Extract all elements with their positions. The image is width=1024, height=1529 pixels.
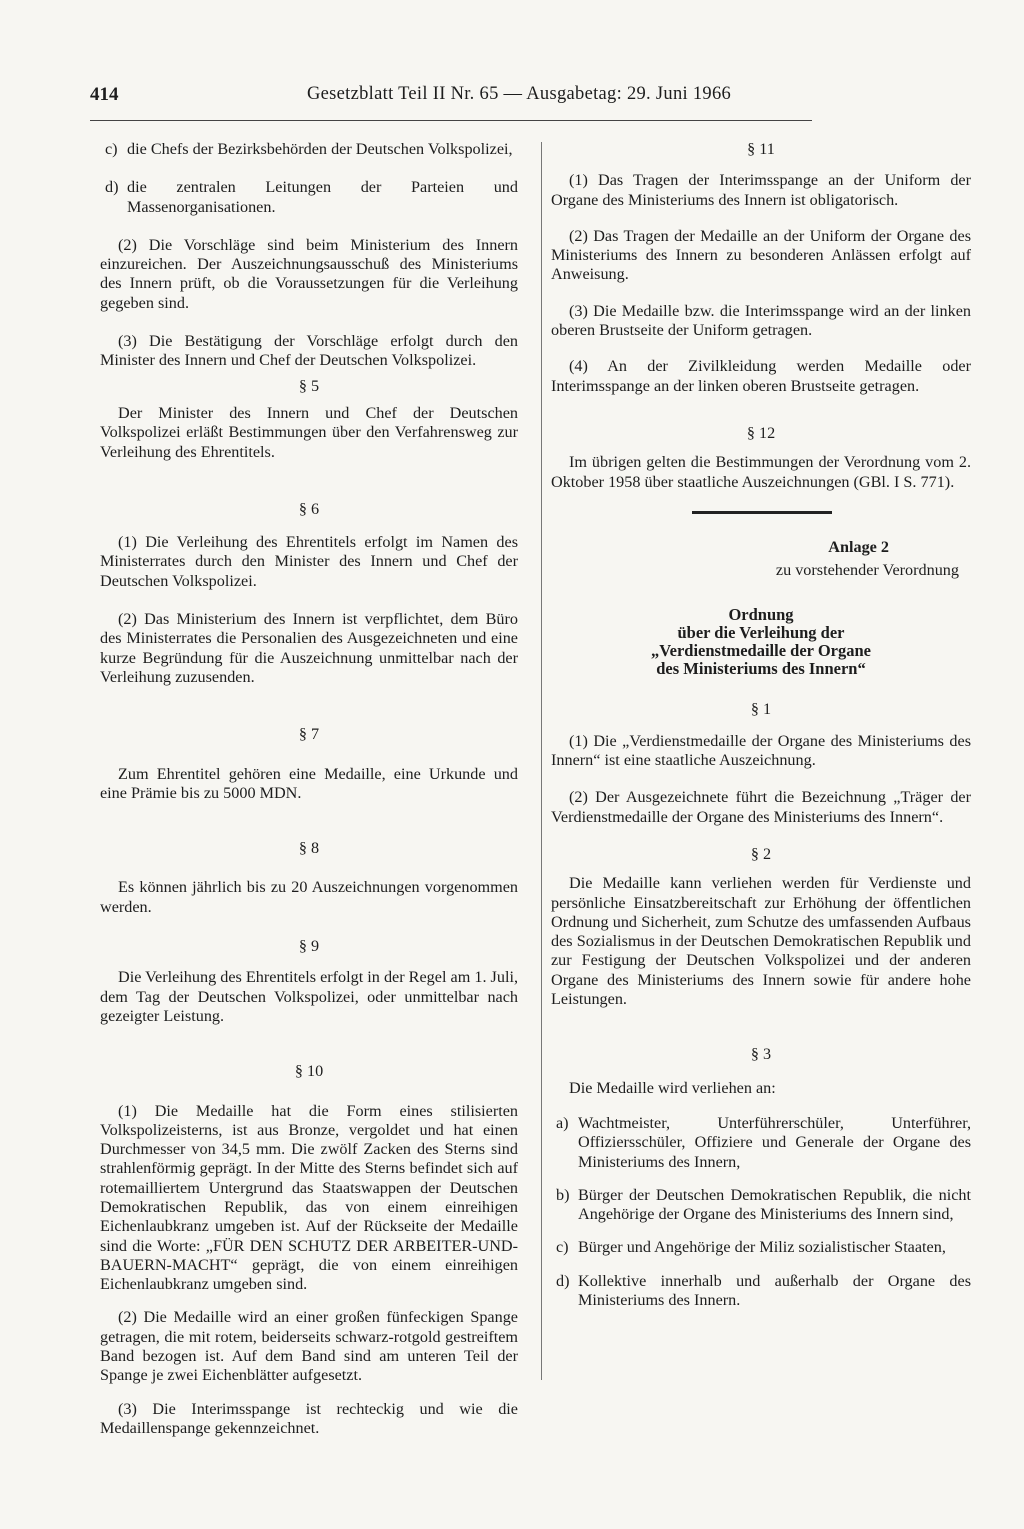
page-header [90,84,810,112]
paragraph: (1) Die Verleihung des Ehrentitels erfolgt im Namen des Ministerrates durch den Minister des Innern und Chef der Deutschen Volkspolizei. [100,533,518,590]
paragraph: (2) Das Tragen der Medaille an der Uniform der Organe des Ministeriums des Innern zu besonderen Anlässen erfolgt auf Anweisung. [551,226,971,284]
list-item-text: die zentralen Leitungen der Parteien und Massenorganisationen. [127,178,518,216]
section-heading: § 10 [294,1062,324,1081]
paragraph: Der Minister des Innern und Chef der Deutschen Volkspolizei erläßt Bestimmungen über den Verfahrensweg zur Verleihung des Ehrentitels. [100,403,518,461]
paragraph: (2) Die Vorschläge sind beim Ministerium des Innern einzureichen. Der Auszeichnungsausschuß des Ministeriums des Innern prüft, ob die Voraussetzungen für die Verleihung gegeben sind. [100,235,518,312]
list-item-text: Wachtmeister, Unterführerschüler, Unterführer, Offiziersschüler, Offiziere und Generale der Organe des Ministeriums des Innern, [578,1113,971,1171]
section-heading: § 3 [750,1045,772,1064]
appendix-label: Anlage 2 [828,537,889,556]
paragraph: (2) Das Ministerium des Innern ist verpflichtet, dem Büro des Ministerrates die Personalien des Ausgezeichneten und eine kurze Begründung für die Auszeichnung unmittelbar nach der Verleihung zuzusenden. [100,610,518,686]
header-rule [90,120,812,121]
paragraph: Die Medaille kann verliehen werden für Verdienste und persönliche Einsatzbereitschaft zur Erhöhung der öffentlichen Ordnung und Sicherheit, zum Schutze des umfassenden Aufbaus des Sozialismus in der Deutschen Demokratischen Republik und zur Festigung der Deutschen Volkspolizei und der anderen Organe des Ministeriums des Innern sowie für andere hohe Leistungen. [551,874,971,1009]
heading-line: über die Verleihung der [677,623,845,643]
paragraph: Zum Ehrentitel gehören eine Medaille, eine Urkunde und eine Prämie bis zu 5000 MDN. [100,764,518,802]
list-item-label: d) [556,1271,570,1290]
list-item [100,178,518,217]
section-heading: § 1 [750,700,772,719]
section-heading: § 9 [298,937,320,956]
list-item-text: die Chefs der Bezirksbehörden der Deutschen Volkspolizei, [127,140,513,158]
section-heading: § 6 [298,499,320,518]
document-heading [551,606,971,678]
paragraph: Es können jährlich bis zu 20 Auszeichnungen vorgenommen werden. [100,878,518,916]
list-item [551,1114,971,1172]
section-heading: § 12 [746,423,776,442]
list-item-label: c) [556,1238,569,1257]
section-heading: § 11 [747,140,775,158]
column-divider [541,142,542,1380]
paragraph: (2) Die Medaille wird an einer großen fünfeckigen Spange getragen, die mit rotem, beiderseits schwarz-rotgold gestreiftem Band bezogen ist. Auf dem Band sind am unteren Teil der Spange je zwei Eichenblätter aufgesetzt. [100,1308,518,1385]
paragraph: (1) Die Medaille hat die Form eines stilisierten Volkspolizeisterns, ist aus Bronze, vergoldet und hat einen Durchmesser von 34,5 mm. Die zwölf Zacken des Sterns sind strahlenförmig geprägt. In der Mitte des Sterns befindet sich auf rotemailliertem Untergrund das Staatswappen der Deutschen Demokratischen Republik, das von einem einreihigen Eichenlaubkranz umgeben ist. Auf der Rückseite der Medaille sind die Worte: „FÜR DEN SCHUTZ DER ARBEITER-UND-BAUERN-MACHT“ geprägt, die von einem einreihigen Eichenlaubkranz umgeben sind. [100,1101,518,1294]
list-item-label: d) [105,178,119,197]
section-heading: § 5 [298,376,320,395]
list-item [551,1186,971,1225]
left-column [100,140,518,1457]
paragraph: (1) Das Tragen der Interimsspange an der Uniform der Organe des Ministeriums des Innern ist obligatorisch. [551,171,971,209]
heading-line: des Ministeriums des Innern“ [656,659,866,679]
list-item [100,140,518,159]
section-heading: § 8 [298,839,320,858]
appendix-subtitle: zu vorstehender Verordnung [775,561,959,580]
list-item-text: Bürger der Deutschen Demokratischen Republik, die nicht Angehörige der Organe des Ministeriums des Innern sind, [578,1185,971,1224]
paragraph: (3) Die Interimsspange ist rechteckig und wie die Medaillenspange gekennzeichnet. [100,1399,518,1437]
paragraph: Die Medaille wird verliehen an: [569,1078,776,1097]
list-item [551,1238,971,1257]
list-item-label: a) [556,1113,569,1132]
paragraph: (2) Der Ausgezeichnete führt die Bezeichnung „Träger der Verdienstmedaille der Organe des Ministeriums des Innern“. [551,788,971,826]
paragraph: Die Verleihung des Ehrentitels erfolgt in der Regel am 1. Juli, dem Tag der Deutschen Volkspolizei, oder unmittelbar nach gezeigter Leistung. [100,968,518,1025]
running-title: Gesetzblatt Teil II Nr. 65 — Ausgabetag: 29. Juni 1966 [307,84,732,104]
paragraph: (4) An der Zivilkleidung werden Medaille oder Interimsspange an der linken oberen Brustseite getragen. [551,357,971,395]
section-heading: § 2 [750,844,772,863]
heading-line: „Verdienstmedaille der Organe [651,641,871,661]
list-item-text: Kollektive innerhalb und außerhalb der Organe des Ministeriums des Innern. [578,1271,971,1309]
right-column [551,140,971,1310]
list-item-text: Bürger und Angehörige der Miliz sozialistischer Staaten, [578,1238,946,1257]
list-item [551,1272,971,1311]
section-heading: § 7 [298,725,320,744]
heading-line: Ordnung [728,605,794,625]
paragraph: Im übrigen gelten die Bestimmungen der Verordnung vom 2. Oktober 1958 über staatliche Auszeichnungen (GBl. I S. 771). [551,453,971,491]
paragraph: (1) Die „Verdienstmedaille der Organe des Ministeriums des Innern“ ist eine staatliche Auszeichnung. [551,731,971,770]
paragraph: (3) Die Medaille bzw. die Interimsspange wird an der linken oberen Brustseite der Uniform getragen. [551,301,971,340]
paragraph: (3) Die Bestätigung der Vorschläge erfolgt durch den Minister des Innern und Chef der Deutschen Volkspolizei. [100,332,518,370]
list-item-label: b) [556,1185,570,1204]
separator-rule [692,511,832,514]
page-number: 414 [90,84,119,105]
list-item-label: c) [105,140,118,158]
